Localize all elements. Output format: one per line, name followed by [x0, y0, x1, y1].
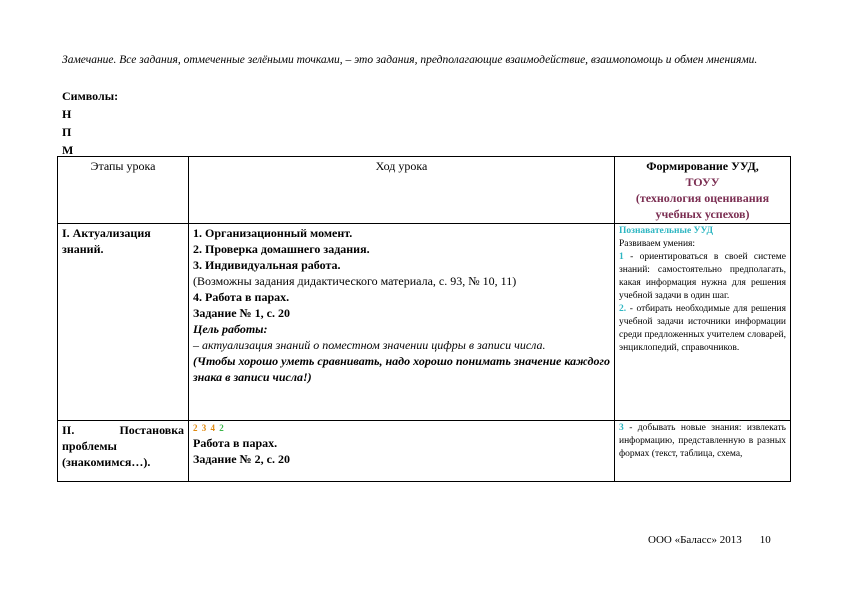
header-stages: Этапы урока	[58, 157, 189, 224]
dot-number: 3	[201, 423, 208, 433]
course-item: Задание № 2, с. 20	[193, 452, 290, 466]
stage-problem-line3: (знакомимся…).	[62, 455, 151, 469]
table-row	[58, 421, 791, 482]
course-item: (Чтобы хорошо уметь сравнивать, надо хорошо понимать значение каждого знака в записи числа!)	[193, 354, 610, 384]
stage-problem	[58, 421, 189, 482]
uud-item	[619, 303, 786, 355]
page-number: 10	[759, 534, 771, 546]
note-text: Замечание. Все задания, отмеченные зелёными точками, – это задания, предполагающие взаимодействие, взаимопомощь и обмен мнениями.	[62, 54, 758, 66]
uud-item	[619, 251, 786, 303]
header-uud-toou: ТОУУ	[685, 175, 720, 189]
stage-problem-line1	[62, 422, 184, 438]
course-item: Работа в парах.	[193, 436, 278, 450]
symbol-dots	[193, 422, 610, 435]
header-uud	[615, 157, 791, 224]
course-item: 3. Индивидуальная работа.	[193, 258, 341, 272]
course-item: (Возможны задания дидактического материала, с. 93, № 10, 11)	[193, 274, 517, 288]
symbol-n: Н	[62, 107, 72, 121]
uud-title: Познавательные УУД	[619, 226, 714, 236]
uud-problem	[615, 421, 791, 482]
uud-item-number: 2.	[619, 304, 627, 314]
dot-number: 2	[193, 423, 199, 433]
stage-actualization: I. Актуализация знаний.	[58, 224, 189, 421]
course-item: 2. Проверка домашнего задания.	[193, 242, 370, 256]
symbol-p: П	[62, 125, 72, 139]
course-item: 1. Организационный момент.	[193, 226, 353, 240]
table-header-row	[58, 157, 791, 224]
uud-item-text: - добывать новые знания: извлекать информацию, представленную в разных формах (текст, таблица, схема,	[619, 423, 786, 459]
course-item: 4. Работа в парах.	[193, 290, 290, 304]
uud-item-text: - ориентироваться в своей системе знаний: самостоятельно предполагать, какая информация нужна для решения учебной задачи в один шаг.	[619, 252, 786, 301]
header-course: Ход урока	[189, 157, 615, 224]
stage-problem-line2: проблемы	[62, 439, 117, 453]
page-footer	[648, 534, 771, 546]
footer-publisher: ООО «Баласс» 2013	[648, 534, 742, 546]
symbols-block	[62, 87, 118, 159]
dot-number: 2	[219, 423, 225, 433]
course-actualization	[189, 224, 615, 421]
header-uud-line1: Формирование УУД,	[646, 159, 759, 173]
course-item: Задание № 1, с. 20	[193, 306, 290, 320]
dot-number: 4	[210, 423, 216, 433]
course-problem	[189, 421, 615, 482]
header-uud-tech: (технология оценивания учебных успехов)	[635, 191, 770, 221]
uud-actualization	[615, 224, 791, 421]
uud-item-text: - отбирать необходимые для решения учебной задачи источники информации среди предложенных учителем словарей, энциклопедий, справочников.	[619, 304, 786, 353]
symbol-m: М	[62, 143, 74, 157]
stage-problem-numeral: II.	[62, 423, 75, 437]
uud-intro: Развиваем умения:	[619, 239, 696, 249]
course-item: – актуализация знаний о поместном значении цифры в записи числа.	[193, 338, 546, 352]
course-item: Цель работы:	[193, 322, 268, 336]
symbols-label: Символы:	[62, 89, 119, 103]
uud-item	[619, 422, 786, 461]
table-row	[58, 224, 791, 421]
stage-problem-word: Постановка	[119, 423, 184, 437]
lesson-table	[57, 156, 791, 482]
uud-item-number: 1	[619, 252, 624, 262]
uud-item-number: 3	[619, 423, 624, 433]
